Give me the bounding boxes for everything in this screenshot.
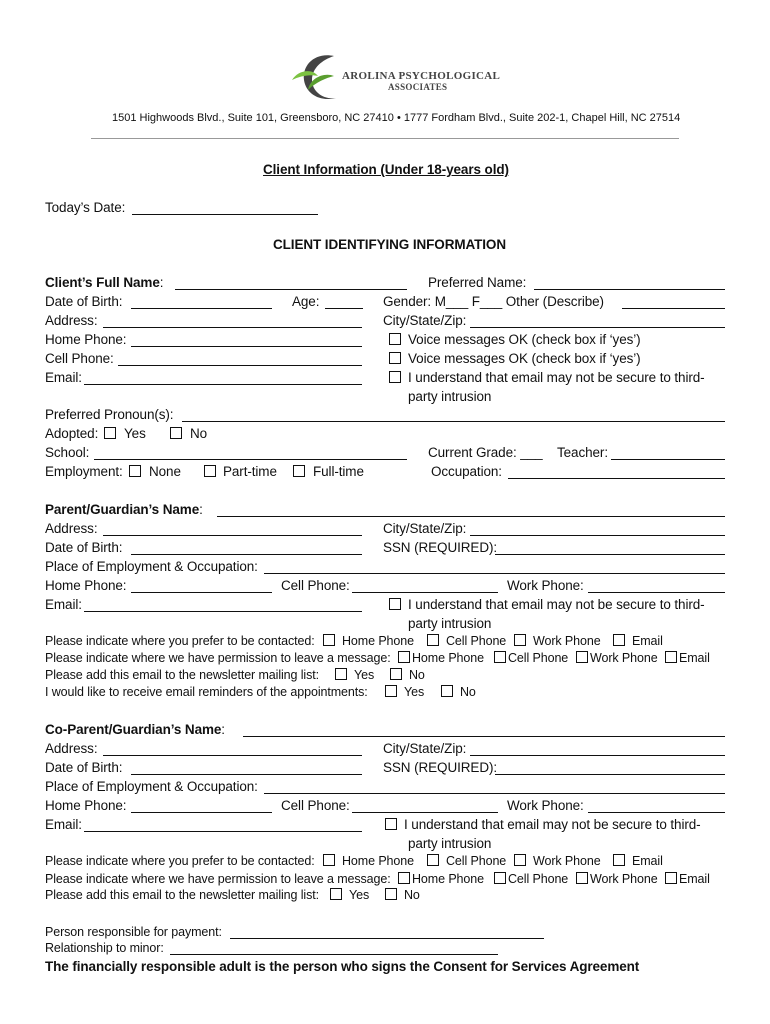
coparent-city-label: City/State/Zip:	[383, 741, 467, 756]
coparent-contact-home-label: Home Phone	[342, 854, 414, 868]
parent-employment-label: Place of Employment & Occupation:	[45, 559, 258, 574]
employment-full-label: Full-time	[313, 464, 364, 479]
coparent-newsletter-no-checkbox[interactable]	[385, 888, 397, 900]
coparent-address-label: Address:	[45, 741, 98, 756]
payment-input[interactable]	[230, 938, 544, 939]
parent-email-notice-line2: party intrusion	[408, 616, 492, 631]
parent-contact-email-checkbox[interactable]	[613, 634, 625, 646]
coparent-contact-work-checkbox[interactable]	[514, 854, 526, 866]
coparent-msg-work-label: Work Phone	[590, 872, 658, 886]
coparent-ssn-label: SSN (REQUIRED):	[383, 760, 498, 775]
relationship-input[interactable]	[170, 954, 498, 955]
coparent-msg-email-label: Email	[679, 872, 710, 886]
client-full-name-input[interactable]	[175, 289, 407, 290]
client-email-notice-line2: party intrusion	[408, 389, 492, 404]
teacher-input[interactable]	[611, 459, 725, 460]
coparent-name-input[interactable]	[243, 736, 725, 737]
coparent-newsletter-yes-checkbox[interactable]	[330, 888, 342, 900]
logo	[288, 50, 501, 108]
parent-msg-work-checkbox[interactable]	[576, 651, 588, 663]
coparent-email-label: Email:	[45, 817, 82, 832]
parent-email-input[interactable]	[84, 611, 362, 612]
todays-date-label: Today’s Date:	[45, 200, 126, 215]
client-gender-label: Gender: M___ F___ Other (Describe)	[383, 294, 604, 309]
voice-ok-home-checkbox[interactable]	[389, 333, 401, 345]
parent-cell-phone-input[interactable]	[352, 592, 498, 593]
parent-contact-work-label: Work Phone	[533, 634, 601, 648]
parent-reminders-yes-checkbox[interactable]	[385, 685, 397, 697]
coparent-email-notice-checkbox[interactable]	[385, 818, 397, 830]
employment-none-checkbox[interactable]	[129, 465, 141, 477]
coparent-contact-cell-label: Cell Phone	[446, 854, 507, 868]
client-city-label: City/State/Zip:	[383, 313, 467, 328]
parent-newsletter-no-checkbox[interactable]	[390, 668, 402, 680]
voice-ok-home-label: Voice messages OK (check box if ‘yes’)	[408, 332, 641, 347]
grade-label: Current Grade: ___	[428, 445, 543, 460]
parent-city-label: City/State/Zip:	[383, 521, 467, 536]
coparent-newsletter-yes-label: Yes	[349, 888, 370, 902]
client-email-notice-checkbox[interactable]	[389, 371, 401, 383]
parent-msg-email-label: Email	[679, 651, 710, 665]
employment-label: Employment:	[45, 464, 123, 479]
coparent-contact-work-label: Work Phone	[533, 854, 601, 868]
employment-part-checkbox[interactable]	[204, 465, 216, 477]
coparent-msg-cell-checkbox[interactable]	[494, 872, 506, 884]
coparent-contact-cell-checkbox[interactable]	[427, 854, 439, 866]
parent-address-input[interactable]	[103, 535, 362, 536]
coparent-msg-email-checkbox[interactable]	[665, 872, 677, 884]
parent-newsletter-yes-label: Yes	[354, 668, 375, 682]
adopted-yes-label: Yes	[124, 426, 146, 441]
client-full-name-label	[45, 275, 163, 290]
coparent-dob-label: Date of Birth:	[45, 760, 123, 775]
parent-email-label: Email:	[45, 597, 82, 612]
school-input[interactable]	[94, 459, 407, 460]
coparent-message-perm-label: Please indicate where we have permission to leave a message:	[45, 872, 391, 886]
parent-cell-phone-label: Cell Phone:	[281, 578, 350, 593]
preferred-name-input[interactable]	[534, 289, 725, 290]
client-email-notice-line1: I understand that email may not be secure to third-	[408, 370, 705, 385]
client-cell-phone-label: Cell Phone:	[45, 351, 114, 366]
client-email-input[interactable]	[84, 384, 362, 385]
financial-notice: The financially responsible adult is the person who signs the Consent for Services Agreement	[45, 959, 640, 974]
client-home-phone-input[interactable]	[131, 346, 362, 347]
parent-ssn-label: SSN (REQUIRED):	[383, 540, 498, 555]
adopted-no-label: No	[190, 426, 208, 441]
parent-contact-cell-checkbox[interactable]	[427, 634, 439, 646]
parent-employment-input[interactable]	[264, 573, 725, 574]
coparent-msg-cell-label: Cell Phone	[508, 872, 569, 886]
coparent-newsletter-no-label: No	[404, 888, 420, 902]
client-email-label: Email:	[45, 370, 82, 385]
client-full-name-colon: :	[159, 275, 164, 290]
coparent-email-notice-line1: I understand that email may not be secure to third-	[404, 817, 701, 832]
coparent-msg-home-label: Home Phone	[412, 872, 484, 886]
parent-email-notice-checkbox[interactable]	[389, 598, 401, 610]
parent-reminders-no-checkbox[interactable]	[441, 685, 453, 697]
coparent-contact-home-checkbox[interactable]	[323, 854, 335, 866]
coparent-city-input[interactable]	[470, 755, 725, 756]
client-age-input[interactable]	[325, 308, 363, 309]
parent-home-phone-input[interactable]	[131, 592, 272, 593]
teacher-label: Teacher:	[557, 445, 608, 460]
parent-address-label: Address:	[45, 521, 98, 536]
parent-work-phone-label: Work Phone:	[507, 578, 584, 593]
coparent-email-input[interactable]	[84, 831, 362, 832]
parent-reminders-label: I would like to receive email reminders of the appointments:	[45, 685, 368, 699]
pronouns-input[interactable]	[182, 421, 725, 422]
parent-work-phone-input[interactable]	[588, 592, 725, 593]
employment-full-checkbox[interactable]	[293, 465, 305, 477]
coparent-home-phone-label: Home Phone:	[45, 798, 127, 813]
parent-message-perm-label: Please indicate where we have permission to leave a message:	[45, 651, 391, 665]
client-dob-label: Date of Birth:	[45, 294, 123, 309]
parent-newsletter-label: Please add this email to the newsletter mailing list:	[45, 668, 320, 682]
logo-text-line2: ASSOCIATES	[388, 82, 448, 92]
adopted-no-checkbox[interactable]	[170, 427, 182, 439]
parent-name-label	[45, 502, 203, 517]
client-age-label: Age:	[292, 294, 320, 309]
client-city-input[interactable]	[470, 327, 725, 328]
payment-label: Person responsible for payment:	[45, 925, 222, 939]
client-dob-input[interactable]	[131, 308, 272, 309]
parent-contact-cell-label: Cell Phone	[446, 634, 507, 648]
coparent-name-colon: :	[221, 722, 225, 737]
parent-msg-cell-checkbox[interactable]	[494, 651, 506, 663]
relationship-label: Relationship to minor:	[45, 941, 164, 955]
parent-contact-pref-label: Please indicate where you prefer to be contacted:	[45, 634, 315, 648]
client-section-heading: CLIENT IDENTIFYING INFORMATION	[273, 237, 506, 252]
adopted-label: Adopted:	[45, 426, 99, 441]
client-address-label: Address:	[45, 313, 98, 328]
coparent-work-phone-input[interactable]	[588, 812, 725, 813]
parent-msg-cell-label: Cell Phone	[508, 651, 569, 665]
coparent-work-phone-label: Work Phone:	[507, 798, 584, 813]
parent-city-input[interactable]	[470, 535, 725, 536]
parent-newsletter-yes-checkbox[interactable]	[335, 668, 347, 680]
header-divider	[91, 138, 679, 139]
pronouns-label: Preferred Pronoun(s):	[45, 407, 174, 422]
parent-msg-home-checkbox[interactable]	[398, 651, 410, 663]
parent-ssn-input[interactable]	[495, 554, 725, 555]
parent-msg-email-checkbox[interactable]	[665, 651, 677, 663]
logo-text-line1: AROLINA PSYCHOLOGICAL	[342, 70, 501, 82]
header-addresses: 1501 Highwoods Blvd., Suite 101, Greensboro, NC 27410 • 1777 Fordham Blvd., Suite 202-1, Chapel Hill, NC 27514	[112, 112, 681, 124]
client-address-input[interactable]	[103, 327, 362, 328]
parent-home-phone-label: Home Phone:	[45, 578, 127, 593]
parent-dob-label: Date of Birth:	[45, 540, 123, 555]
parent-name-text: Parent/Guardian’s Name	[45, 502, 200, 517]
todays-date-input[interactable]	[132, 214, 318, 215]
voice-ok-cell-label: Voice messages OK (check box if ‘yes’)	[408, 351, 641, 366]
parent-contact-home-checkbox[interactable]	[323, 634, 335, 646]
coparent-contact-email-checkbox[interactable]	[613, 854, 625, 866]
occupation-label: Occupation:	[431, 464, 502, 479]
school-label: School:	[45, 445, 90, 460]
coparent-email-notice-line2: party intrusion	[408, 836, 492, 851]
coparent-dob-input[interactable]	[131, 774, 362, 775]
parent-contact-home-label: Home Phone	[342, 634, 414, 648]
client-cell-phone-input[interactable]	[118, 365, 362, 366]
coparent-msg-work-checkbox[interactable]	[576, 872, 588, 884]
client-home-phone-label: Home Phone:	[45, 332, 127, 347]
coparent-employment-input[interactable]	[264, 793, 725, 794]
parent-name-input[interactable]	[217, 516, 725, 517]
preferred-name-label: Preferred Name:	[428, 275, 527, 290]
parent-contact-email-label: Email	[632, 634, 663, 648]
coparent-home-phone-input[interactable]	[131, 812, 272, 813]
coparent-cell-phone-input[interactable]	[352, 812, 498, 813]
client-gender-describe-input[interactable]	[622, 308, 725, 309]
occupation-input[interactable]	[508, 478, 725, 479]
parent-name-colon: :	[199, 502, 203, 517]
voice-ok-cell-checkbox[interactable]	[389, 352, 401, 364]
parent-msg-work-label: Work Phone	[590, 651, 658, 665]
parent-dob-input[interactable]	[131, 554, 362, 555]
coparent-contact-email-label: Email	[632, 854, 663, 868]
parent-newsletter-no-label: No	[409, 668, 425, 682]
coparent-employment-label: Place of Employment & Occupation:	[45, 779, 258, 794]
employment-part-label: Part-time	[223, 464, 277, 479]
adopted-yes-checkbox[interactable]	[104, 427, 116, 439]
coparent-name-label	[45, 722, 225, 737]
client-full-name-text: Client’s Full Name	[45, 275, 160, 290]
coparent-address-input[interactable]	[103, 755, 362, 756]
parent-email-notice-line1: I understand that email may not be secure to third-	[408, 597, 705, 612]
coparent-contact-pref-label: Please indicate where you prefer to be contacted:	[45, 854, 315, 868]
coparent-ssn-input[interactable]	[495, 774, 725, 775]
parent-msg-home-label: Home Phone	[412, 651, 484, 665]
parent-reminders-yes-label: Yes	[404, 685, 425, 699]
coparent-cell-phone-label: Cell Phone:	[281, 798, 350, 813]
form-title: Client Information (Under 18-years old)	[263, 162, 509, 177]
coparent-msg-home-checkbox[interactable]	[398, 872, 410, 884]
parent-contact-work-checkbox[interactable]	[514, 634, 526, 646]
coparent-newsletter-label: Please add this email to the newsletter mailing list:	[45, 888, 320, 902]
coparent-name-text: Co-Parent/Guardian’s Name	[45, 722, 222, 737]
employment-none-label: None	[149, 464, 181, 479]
parent-reminders-no-label: No	[460, 685, 476, 699]
